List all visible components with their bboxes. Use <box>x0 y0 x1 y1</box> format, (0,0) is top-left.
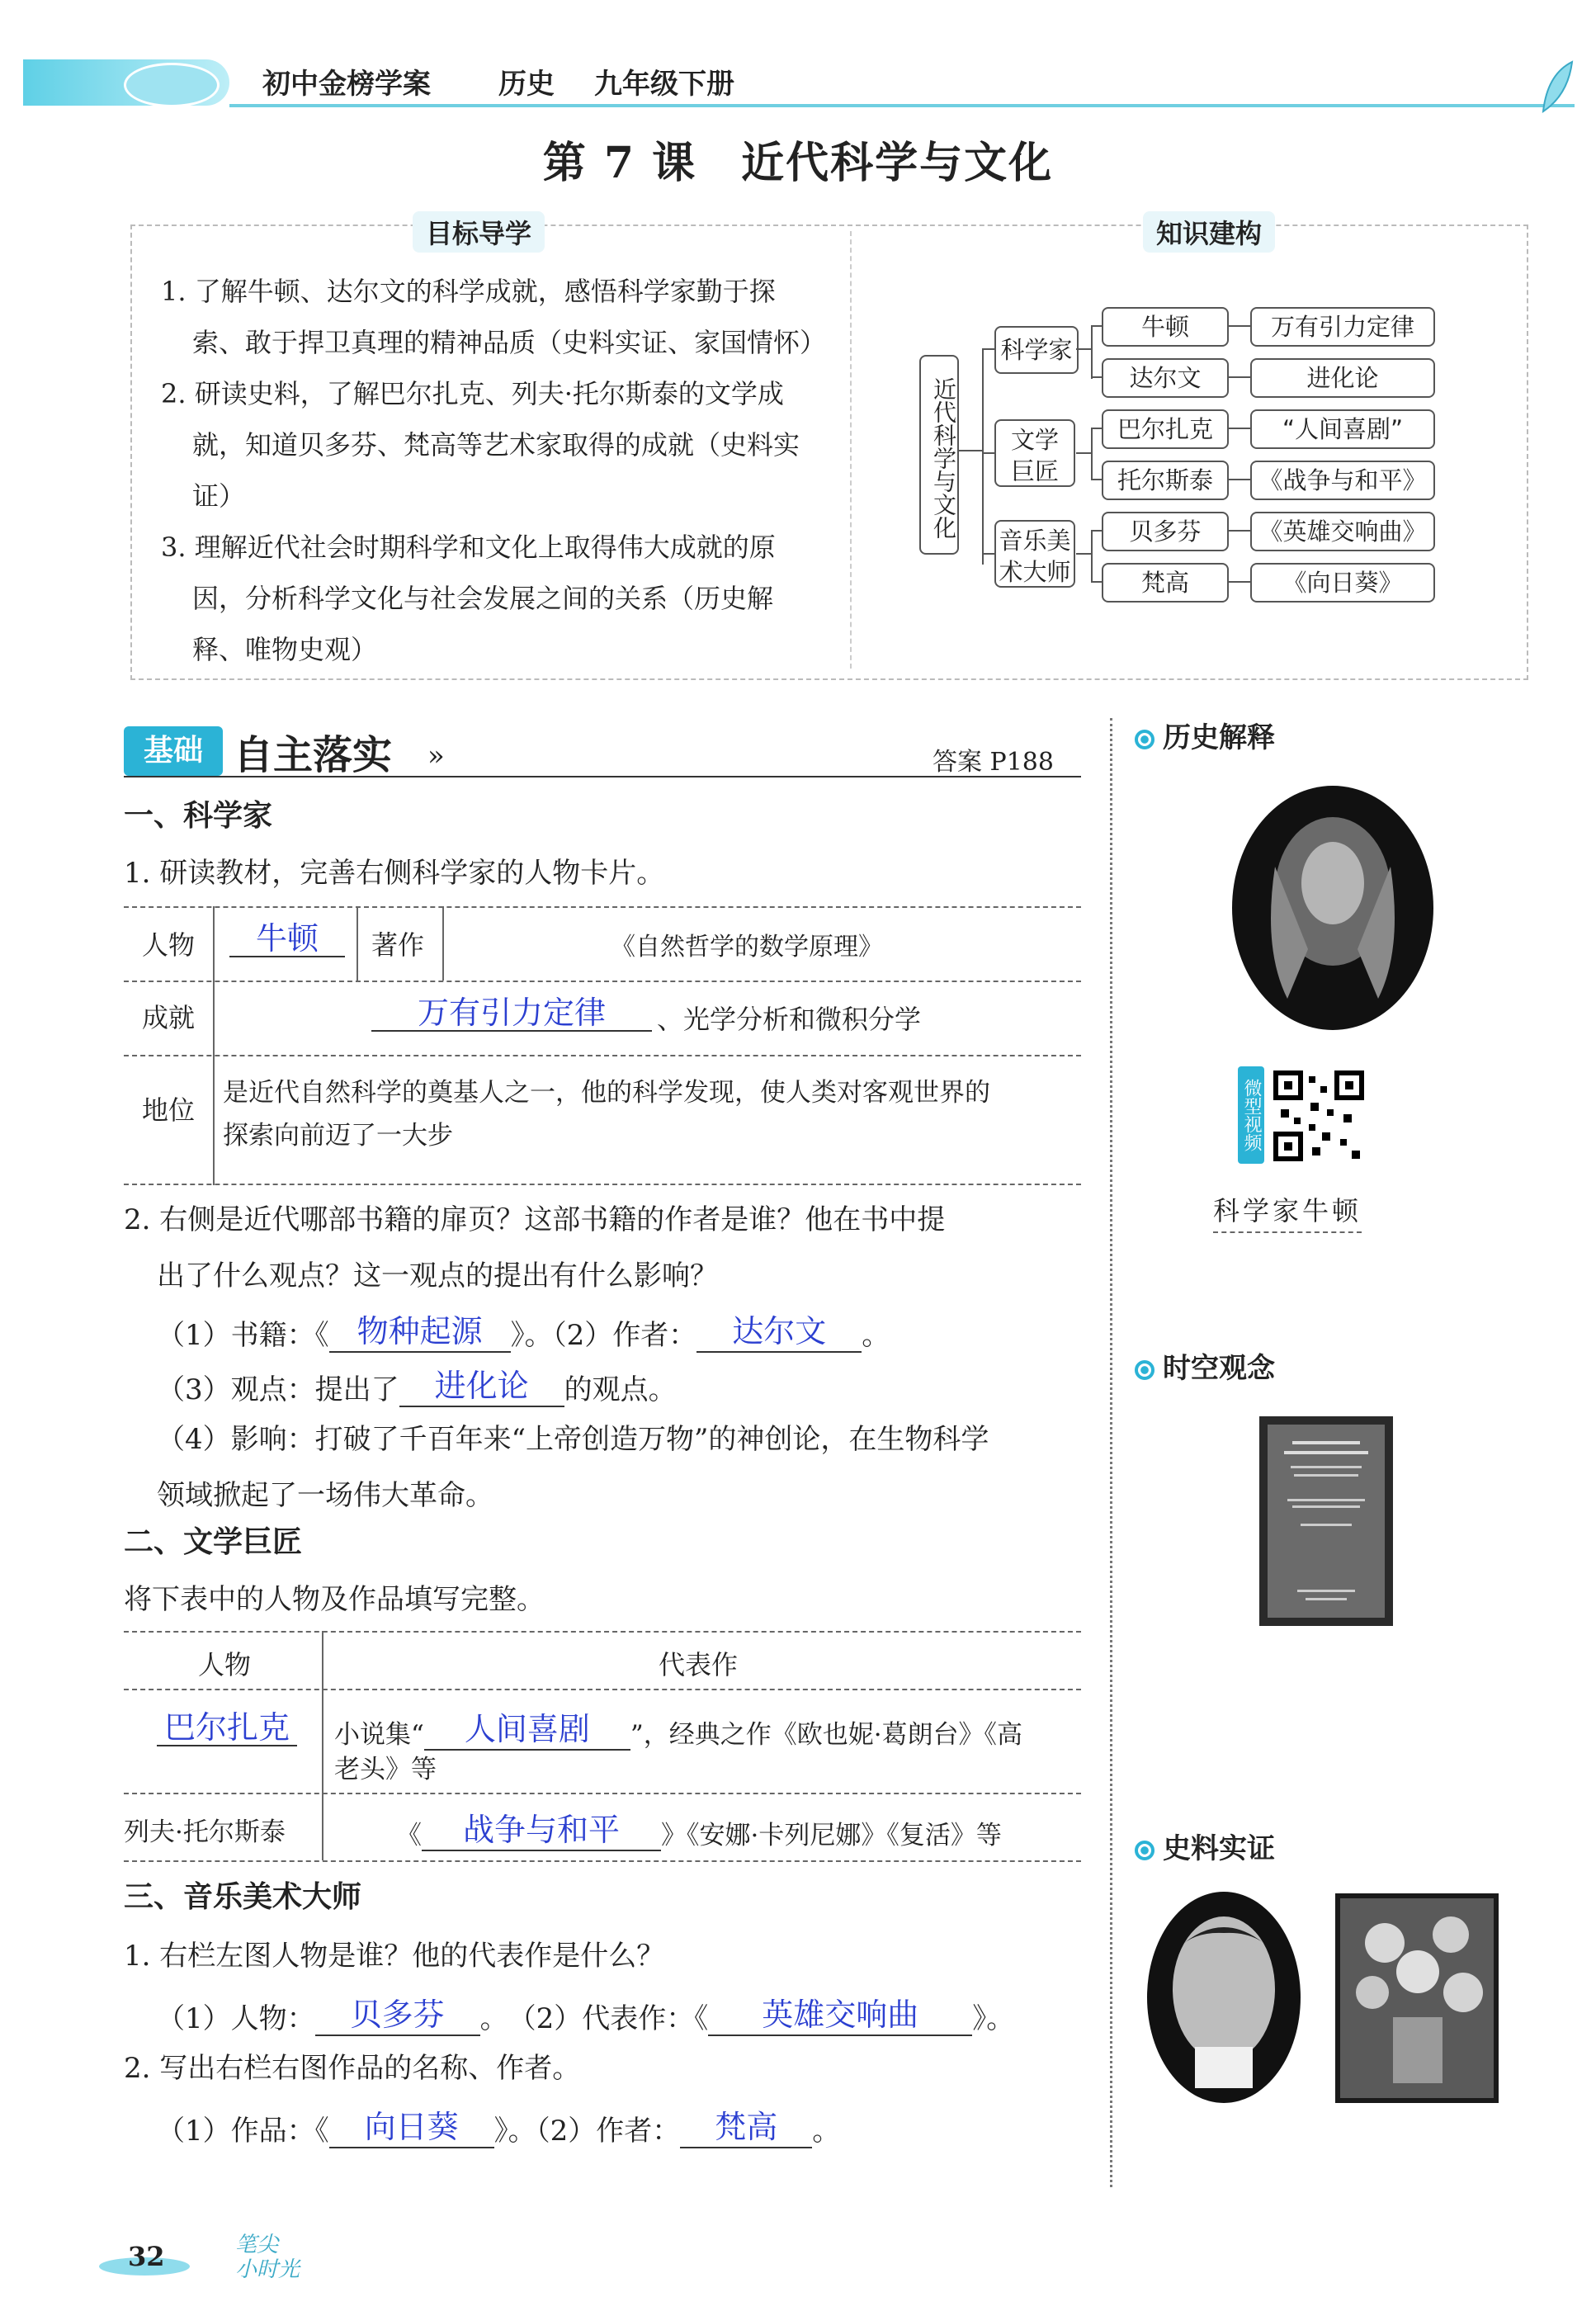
mindmap-connector <box>1091 530 1093 583</box>
mindmap-connector <box>1091 428 1102 429</box>
answer-beethoven: 贝多芬 <box>315 1989 480 2036</box>
part1-heading: 一、科学家 <box>124 799 273 833</box>
sidebar-history-interpretation <box>1135 715 1275 755</box>
card-work-value: 《自然哲学的数学原理》 <box>611 933 883 962</box>
answer-evolution: 进化论 <box>399 1360 564 1407</box>
mindmap-connector <box>1227 376 1250 378</box>
sidebar-evidence <box>1135 1826 1275 1866</box>
scientist-card <box>124 906 1081 1187</box>
card-status-line1: 是近代自然科学的奠基人之一，他的科学发现，使人类对客观世界的 <box>223 1078 990 1108</box>
part1-q2-impact-line2: 领域掀起了一场伟大革命。 <box>157 1479 493 1512</box>
answer-gravitation: 万有引力定律 <box>371 987 652 1032</box>
mindmap-title: 知识建构 <box>1143 211 1275 253</box>
card-label-work: 著作 <box>371 929 425 961</box>
text: ”，经典之作《欧也妮·葛朗台》《高 <box>630 1720 1023 1750</box>
header-subject: 历史 <box>498 68 555 101</box>
mindmap-connector <box>957 450 982 451</box>
goal-line: 索、敢于捍卫真理的精神品质（史料实证、家国情怀） <box>192 327 827 358</box>
card-label-achievement: 成就 <box>142 1002 196 1033</box>
newton-caption: 科学家牛顿 <box>1213 1190 1362 1233</box>
card-status-line2: 探索向前迈了一大步 <box>223 1121 453 1151</box>
text: 》。（2）作者： <box>493 2115 681 2148</box>
mindmap-connector <box>1076 348 1091 350</box>
lesson-title: 第 7 课 近代科学与文化 <box>542 138 1054 188</box>
part1-q2-impact-line1: （4）影响：打破了千百年来“上帝创造万物”的神创论，在生物科学 <box>157 1423 989 1456</box>
part1-q2-line1: 2. 右侧是近代哪部书籍的扉页？这部书籍的作者是谁？他在书中提 <box>124 1203 946 1236</box>
mindmap-connector <box>982 452 994 454</box>
mindmap-person: 巴尔扎克 <box>1102 409 1229 449</box>
mindmap-connector <box>982 553 994 555</box>
part1-q1: 1. 研读教材，完善右侧科学家的人物卡片。 <box>124 857 665 890</box>
mindmap-connector <box>1091 376 1102 378</box>
mindmap-root: 近代科学与文化 <box>919 355 959 555</box>
goal-line: 释、唯物史观） <box>192 634 378 665</box>
text: 小说集“ <box>334 1720 424 1750</box>
part1-q2-book-row <box>157 1306 890 1353</box>
answer-human-comedy: 人间喜剧 <box>424 1704 630 1751</box>
header-grade: 九年级下册 <box>594 68 734 101</box>
header-rule <box>229 104 1575 107</box>
leaf-icon <box>1535 58 1576 116</box>
footer-logo <box>235 2233 300 2282</box>
part2-instruction: 将下表中的人物及作品填写完整。 <box>124 1583 545 1616</box>
text: 时空观念 <box>1163 1352 1275 1385</box>
bullet-icon <box>1135 1841 1155 1860</box>
beethoven-portrait <box>1145 1890 1302 2105</box>
goal-line: 3. 理解近代社会时期科学和文化上取得伟大成就的原 <box>161 532 776 563</box>
sidebar-divider <box>1110 718 1112 2187</box>
answer-newton: 牛顿 <box>229 913 345 957</box>
header-book: 初中金榜学案 <box>262 68 431 101</box>
writers-table <box>124 1631 1081 1862</box>
goal-line: 2. 研读史料，了解巴尔扎克、列夫·托尔斯泰的文学成 <box>161 378 784 409</box>
goal-line: 因，分析科学文化与社会发展之间的关系（历史解 <box>192 583 774 614</box>
part3-q1: 1. 右栏左图人物是谁？他的代表作是什么？ <box>124 1940 665 1973</box>
section-title: 自主落实 <box>234 732 393 778</box>
page-number: 32 <box>128 2241 165 2272</box>
text: （3）观点：提出了 <box>157 1373 399 1406</box>
answer-balzac: 巴尔扎克 <box>157 1702 297 1746</box>
table-rule <box>124 1793 1081 1794</box>
mindmap-connector <box>1091 581 1102 583</box>
mindmap-work: 进化论 <box>1250 358 1435 398</box>
card-bottom-rule <box>124 1184 1081 1185</box>
part1-q2-line2: 出了什么观点？这一观点的提出有什么影响？ <box>157 1259 718 1293</box>
mindmap-connector <box>1091 530 1102 532</box>
mindmap-group-writers: 文学 巨匠 <box>994 419 1075 487</box>
mindmap-connector <box>1091 325 1102 327</box>
answer-eroica: 英雄交响曲 <box>708 1989 972 2036</box>
answer-origin-of-species: 物种起源 <box>329 1306 511 1353</box>
text: 。 <box>862 1319 890 1352</box>
table-rule <box>124 1631 1081 1633</box>
table-rule <box>124 1689 1081 1690</box>
answer-war-and-peace: 战争与和平 <box>422 1804 661 1851</box>
card-achievement-rest: 、光学分析和微积分学 <box>657 1004 922 1035</box>
part1-q2-view-row <box>157 1360 677 1407</box>
goal-line: 就，知道贝多芬、梵高等艺术家取得的成就（史料实 <box>192 429 800 461</box>
mindmap-work: 《向日葵》 <box>1250 563 1435 603</box>
answer-darwin: 达尔文 <box>696 1306 862 1353</box>
mindmap-connector <box>982 348 994 350</box>
answer-van-gogh: 梵高 <box>680 2101 812 2148</box>
text: 》。（2）作者： <box>510 1319 697 1352</box>
mindmap-person: 达尔文 <box>1102 358 1229 398</box>
mindmap-connector <box>1076 553 1091 555</box>
col-works: 代表作 <box>659 1649 739 1680</box>
card-label-person: 人物 <box>142 929 196 961</box>
intro-divider <box>850 231 852 669</box>
sidebar-time-space <box>1135 1345 1275 1386</box>
double-chevron-icon: » <box>427 740 445 773</box>
bullet-icon <box>1135 730 1155 749</box>
card-label-status: 地位 <box>142 1094 196 1126</box>
eye-logo-icon <box>124 63 220 107</box>
bullet-icon <box>1135 1360 1155 1380</box>
goals-list <box>161 266 846 675</box>
mindmap-work: 《英雄交响曲》 <box>1250 512 1435 551</box>
qr-code-icon[interactable] <box>1273 1070 1365 1162</box>
text: 史料实证 <box>1163 1832 1275 1865</box>
text: 》。 <box>972 2002 1015 2035</box>
mindmap-connector <box>1076 452 1091 454</box>
card-divider <box>357 906 358 981</box>
text: 。 （2）代表作：《 <box>479 2002 709 2035</box>
col-person: 人物 <box>198 1649 252 1680</box>
mindmap-connector <box>1227 581 1250 583</box>
mindmap-person: 托尔斯泰 <box>1102 461 1229 500</box>
mindmap-connector <box>1227 325 1250 327</box>
origin-of-species-title-page <box>1259 1416 1393 1626</box>
part3-q2-answers <box>157 2101 840 2148</box>
mindmap-connector <box>1091 428 1093 480</box>
goal-line: 证） <box>192 480 246 512</box>
part3-q1-answers <box>157 1989 1014 2036</box>
section-rule <box>124 776 1081 777</box>
table-divider <box>322 1631 323 1860</box>
mindmap-connector <box>1091 479 1102 480</box>
text: 小时光 <box>235 2257 300 2282</box>
text: 。 <box>812 2115 841 2148</box>
mindmap-group-scientists: 科学家 <box>994 326 1079 374</box>
mindmap-work: 《战争与和平》 <box>1250 461 1435 500</box>
mindmap-group-artists: 音乐美 术大师 <box>994 520 1075 588</box>
goal-line: 1. 了解牛顿、达尔文的科学成就，感悟科学家勤于探 <box>161 276 776 307</box>
mindmap-work: “人间喜剧” <box>1250 409 1435 449</box>
newton-portrait <box>1230 784 1436 1032</box>
text: 笔尖 <box>235 2233 279 2257</box>
goals-title: 目标导学 <box>413 211 545 253</box>
text: 的观点。 <box>564 1373 677 1406</box>
video-tag: 微型视频 <box>1238 1066 1264 1164</box>
text: 历史解释 <box>1163 721 1275 754</box>
mindmap-connector <box>1227 530 1250 532</box>
mindmap-person: 牛顿 <box>1102 307 1229 347</box>
text: 《 <box>396 1821 422 1850</box>
row2-works <box>396 1804 1002 1851</box>
row1-works <box>334 1704 1022 1751</box>
mindmap-connector <box>1227 479 1250 480</box>
mindmap-connector <box>982 348 984 565</box>
part3-heading: 三、音乐美术大师 <box>124 1880 362 1914</box>
mindmap-work: 万有引力定律 <box>1250 307 1435 347</box>
row1-works-line2: 老头》等 <box>334 1755 437 1784</box>
text: 》《安娜·卡列尼娜》《复活》等 <box>661 1821 1002 1850</box>
mindmap-connector <box>1227 428 1250 429</box>
mindmap-person: 贝多芬 <box>1102 512 1229 551</box>
mindmap-person: 梵高 <box>1102 563 1229 603</box>
answer-sunflowers: 向日葵 <box>329 2101 494 2148</box>
text: （1）书籍：《 <box>157 1319 329 1352</box>
part3-q2: 2. 写出右栏右图作品的名称、作者。 <box>124 2052 581 2085</box>
mindmap-connector <box>1091 326 1093 379</box>
card-divider <box>442 906 444 981</box>
text: （1）作品：《 <box>157 2115 329 2148</box>
part2-heading: 二、文学巨匠 <box>124 1525 303 1559</box>
sunflowers-painting <box>1335 1893 1499 2103</box>
text: （1）人物： <box>157 2002 315 2035</box>
row2-person: 列夫·托尔斯泰 <box>124 1817 286 1847</box>
section-badge: 基础 <box>124 726 223 776</box>
answer-reference: 答案 P188 <box>933 748 1054 777</box>
table-rule <box>124 1860 1081 1862</box>
